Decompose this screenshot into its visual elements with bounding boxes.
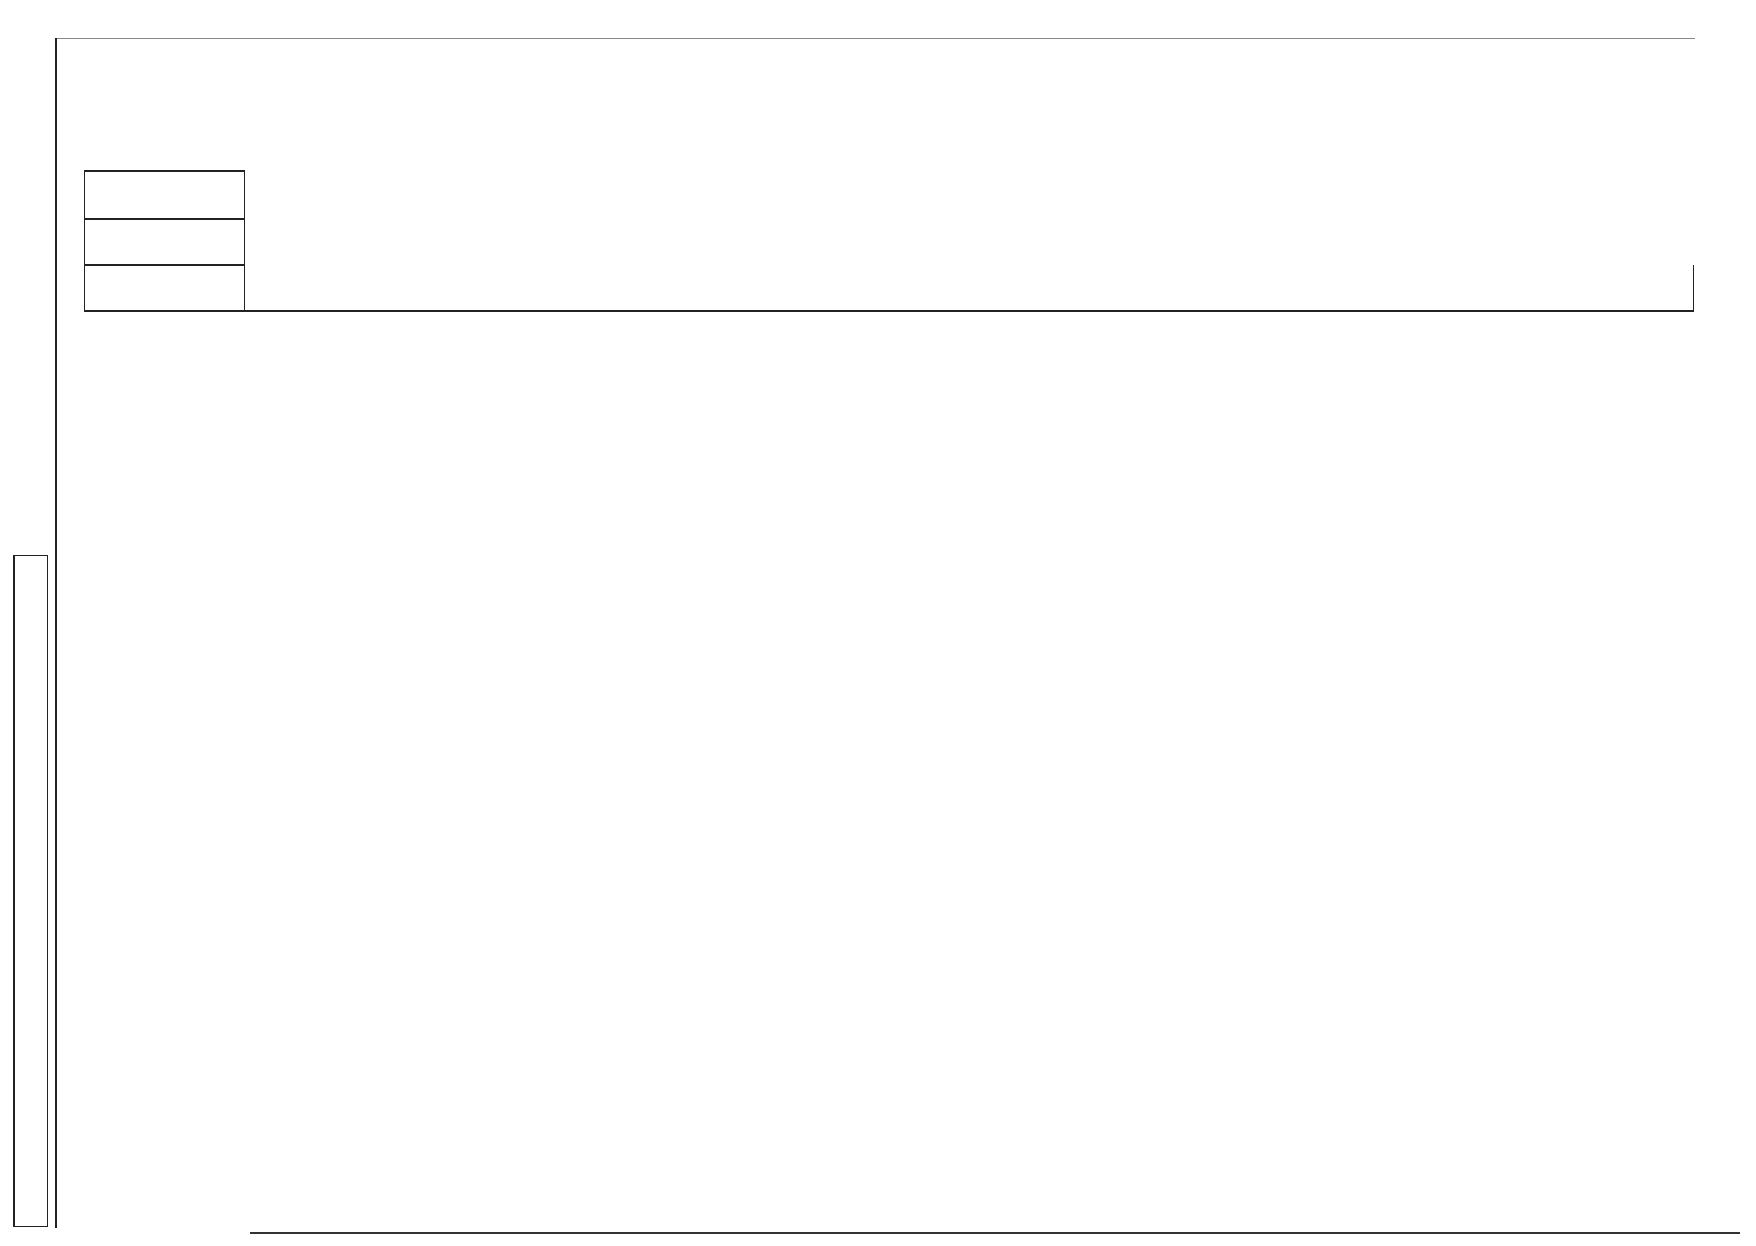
wire-diameter-label: [85, 171, 245, 219]
legend-row: [85, 265, 1694, 311]
page-frame-top: [55, 38, 1695, 39]
stress-label: [85, 219, 245, 265]
side-stamp: [13, 555, 48, 1227]
spring-parameters-table: [84, 170, 1694, 312]
document-header: [1328, 76, 1384, 96]
page-frame-left: [55, 38, 57, 1228]
bottom-rule: [250, 1232, 1740, 1234]
stress-row: [85, 219, 1694, 265]
wire-diameter-row: [85, 171, 1694, 219]
spring-diameter-label: [85, 265, 245, 311]
legend: [245, 265, 1694, 311]
